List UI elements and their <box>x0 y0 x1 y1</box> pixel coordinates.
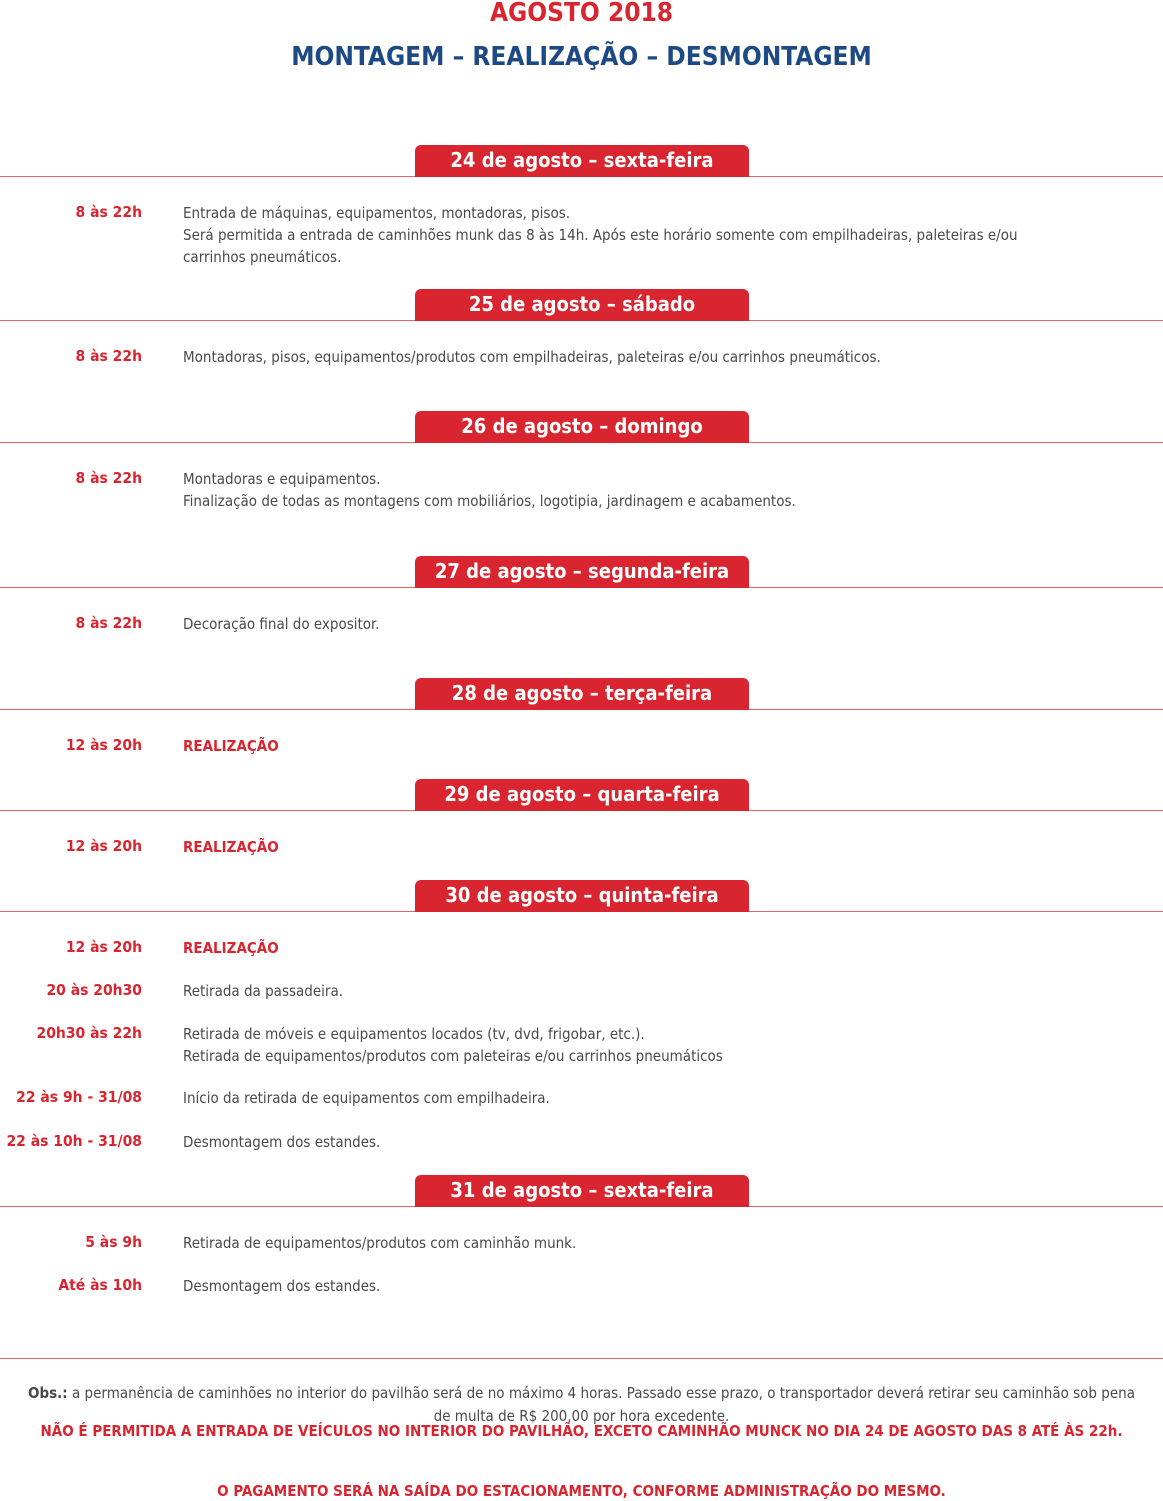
description-line: Retirada de móveis e equipamentos locados (tv, dvd, frigobar, etc.). <box>183 1025 645 1043</box>
day-label: 31 de agosto – sexta-feira <box>415 1175 749 1207</box>
day-header <box>0 1175 1163 1209</box>
day-label: 25 de agosto – sábado <box>415 289 749 321</box>
entry-description <box>183 202 1143 268</box>
day-header <box>0 145 1163 179</box>
day-header <box>0 779 1163 813</box>
entry-time: 12 às 20h <box>65 837 142 855</box>
day-label: 24 de agosto – sexta-feira <box>415 145 749 177</box>
day-header <box>0 556 1163 590</box>
page-title: AGOSTO 2018 <box>489 0 674 28</box>
entry-time: 20h30 às 22h <box>36 1024 142 1042</box>
description-line: Desmontagem dos estandes. <box>183 1133 381 1151</box>
entry-description <box>183 468 1143 512</box>
entry-description <box>183 1275 1143 1297</box>
entry-description <box>183 346 1143 368</box>
footer-divider <box>0 1358 1163 1359</box>
entry-time: 5 às 9h <box>85 1233 142 1251</box>
description-line: Entrada de máquinas, equipamentos, montadoras, pisos. <box>183 204 571 222</box>
entry-description <box>183 1131 1143 1153</box>
vehicle-notice: NÃO É PERMITIDA A ENTRADA DE VEÍCULOS NO INTERIOR DO PAVILHÃO, EXCETO CAMINHÃO MUNCK NO DIA 24 DE AGOSTO DAS 8 ATÉ ÀS 22h. <box>40 1422 1123 1440</box>
description-line: REALIZAÇÃO <box>183 939 279 957</box>
page-subtitle: MONTAGEM – REALIZAÇÃO – DESMONTAGEM <box>291 42 872 72</box>
entry-description <box>183 1232 1143 1254</box>
day-header <box>0 678 1163 712</box>
description-line: Decoração final do expositor. <box>183 615 380 633</box>
entry-description <box>183 613 1143 635</box>
description-line: Montadoras e equipamentos. <box>183 470 381 488</box>
entry-description <box>183 836 1143 858</box>
entry-time: 8 às 22h <box>75 469 142 487</box>
entry-time: 8 às 22h <box>75 347 142 365</box>
entry-time: 12 às 20h <box>65 736 142 754</box>
day-label: 29 de agosto – quarta-feira <box>415 779 749 811</box>
day-label: 26 de agosto – domingo <box>415 411 749 443</box>
description-line: REALIZAÇÃO <box>183 737 279 755</box>
day-label: 28 de agosto – terça-feira <box>415 678 749 710</box>
payment-notice: O PAGAMENTO SERÁ NA SAÍDA DO ESTACIONAMENTO, CONFORME ADMINISTRAÇÃO DO MESMO. <box>217 1482 946 1500</box>
entry-description <box>183 1023 1143 1067</box>
description-line: Montadoras, pisos, equipamentos/produtos com empilhadeiras, paleteiras e/ou carrinhos pneumáticos. <box>183 348 881 366</box>
day-label: 30 de agosto – quinta-feira <box>415 880 749 912</box>
description-line: REALIZAÇÃO <box>183 838 279 856</box>
observation-label: Obs.: <box>28 1384 68 1402</box>
description-line: Finalização de todas as montagens com mobiliários, logotipia, jardinagem e acabamentos. <box>183 492 796 510</box>
description-line: Retirada de equipamentos/produtos com caminhão munk. <box>183 1234 577 1252</box>
entry-time: 12 às 20h <box>65 938 142 956</box>
day-header <box>0 880 1163 914</box>
day-label: 27 de agosto – segunda-feira <box>415 556 749 588</box>
description-line: carrinhos pneumáticos. <box>183 248 342 266</box>
description-line: Desmontagem dos estandes. <box>183 1277 381 1295</box>
description-line: Início da retirada de equipamentos com empilhadeira. <box>183 1089 550 1107</box>
description-line: Retirada de equipamentos/produtos com paleteiras e/ou carrinhos pneumáticos <box>183 1047 723 1065</box>
day-header <box>0 411 1163 445</box>
entry-time: 22 às 9h - 31/08 <box>16 1088 142 1106</box>
entry-description <box>183 735 1143 757</box>
observation-text: a permanência de caminhões no interior do pavilhão será de no máximo 4 horas. Passado esse prazo, o transportador deverá retirar seu caminhão sob pena de multa de R$ 200,00 por hora excedente. <box>72 1384 1135 1425</box>
entry-description <box>183 937 1143 959</box>
entry-time: 22 às 10h - 31/08 <box>6 1132 142 1150</box>
entry-time: 20 às 20h30 <box>46 981 142 999</box>
description-line: Retirada da passadeira. <box>183 982 343 1000</box>
entry-description <box>183 1087 1143 1109</box>
entry-description <box>183 980 1143 1002</box>
entry-time: 8 às 22h <box>75 203 142 221</box>
entry-time: 8 às 22h <box>75 614 142 632</box>
description-line: Será permitida a entrada de caminhões munk das 8 às 14h. Após este horário somente com empilhadeiras, paleteiras e/ou <box>183 226 1018 244</box>
entry-time: Até às 10h <box>58 1276 142 1294</box>
day-header <box>0 289 1163 323</box>
